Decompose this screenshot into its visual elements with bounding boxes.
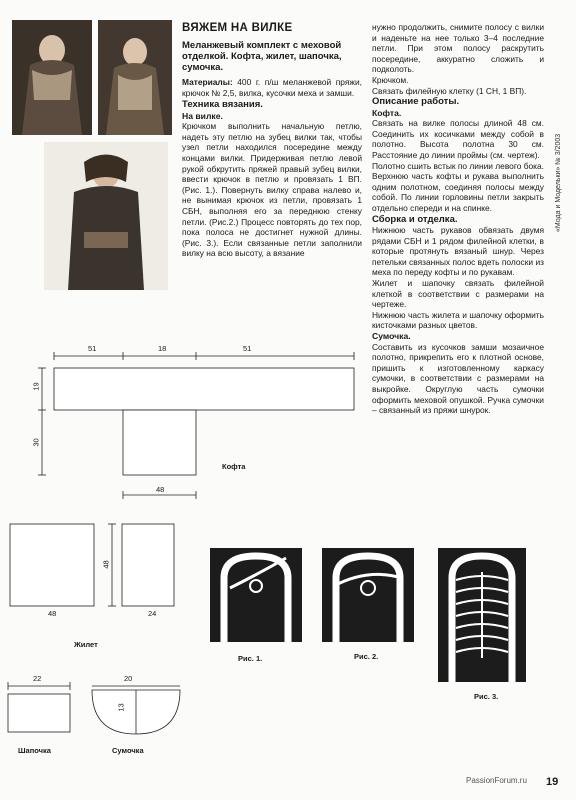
figure-1-caption: Рис. 1. [238, 654, 263, 663]
materials [182, 77, 362, 98]
zhilet-dim-24: 24 [148, 609, 157, 618]
kofta-heading: Кофта. [372, 107, 402, 118]
photo-model-3 [44, 142, 168, 290]
page-title: ВЯЖЕМ НА ВИЛКЕ [182, 22, 293, 34]
kofta-dim-51-left: 51 [88, 344, 97, 353]
bag-text: Составить из кусочков замши мозаичное полотно, прикрепить его к плотной основе, пришить к изготовленному каркасу сумочки, в соответствии с размерами на выкройке. Округлую часть сумочки оформить меховой опушкой. Ручка сумочки – связанный из пряжи шнурок. [372, 341, 544, 416]
figure-1-illustration [210, 548, 302, 642]
figure-3-caption: Рис. 3. [474, 692, 499, 701]
kofta-dim-18: 18 [158, 344, 167, 353]
materials-label: Материалы: [182, 77, 233, 87]
kofta-dim-51-right: 51 [243, 344, 252, 353]
on-fork-heading: На вилке. [182, 110, 223, 121]
assembly-text-2: Жилет и шапочку связать филейной клеткой в соответствии с размерами на чертеже. [372, 278, 544, 310]
materials-text: 400 г. п/ш меланжевой пряжи, крючок № 2,5, вилка, кусочки меха и замши. [182, 77, 362, 98]
subtitle: Меланжевый комплект с меховой отделкой. Кофта, жилет, шапочка, сумочка. [182, 40, 342, 73]
kofta-label: Кофта [222, 462, 246, 471]
work-heading: Описание работы. [372, 96, 460, 108]
assembly-text: Нижнюю часть рукавов обвязать двумя рядами СБН и 1 рядом филейной клетки, в которые протянуть вязаный шнур. Через петельки связанных полос вдеть полоски из меха по переду кофты и по рукавам. [372, 225, 544, 278]
continue-text: нужно продолжить, снимите полосу с вилки и наденьте на нее только 3–4 последние петли. При этом полосу раскрутить посередине, аккуратно сложить и подколоть. [372, 22, 544, 75]
kofta-text-2: Полотно сшить встык по линии левого бока. Верхнюю часть кофты и рукава выполнить одним полотном, соединяя полосы между собой. По линии горловины петли закрыть отдельно спереди и на спинке. [372, 160, 544, 213]
figure-2-illustration [322, 548, 414, 642]
figure-3-illustration [438, 548, 526, 682]
photo-model-1 [12, 20, 92, 135]
bag-dim-13: 13 [116, 703, 126, 712]
kofta-dim-30: 30 [31, 438, 41, 447]
photo-model-2 [98, 20, 172, 135]
page-number: 19 [546, 776, 559, 788]
hat-dim-22: 22 [33, 674, 42, 683]
kofta-dim-48: 48 [156, 485, 165, 494]
assembly-text-3: Нижнюю часть жилета и шапочку оформить кисточками разных цветов. [372, 309, 544, 331]
bag-dim-20: 20 [124, 674, 133, 683]
kofta-text: Связать на вилке полосы длиной 48 см. Соединить их косичками между собой в полотно. Высота полотна 30 см. Расстояние до линии проймы (см. чертеж). [372, 118, 544, 161]
zhilet-dim-48-width: 48 [48, 609, 57, 618]
assembly-heading: Сборка и отделка. [372, 213, 458, 225]
technique-text: Крючком выполнить начальную петлю, надеть эту петлю на зубец вилки так, чтобы узел петли находился посередине между концами вилки. Придерживая петлю левой рукой обкрутить пряжей правый зубец вилки, ввести крючок в петлю и провязать 1 ВП. (Рис. 1.). Повернуть вилку справа налево и, не вынимая крючок из петли, провязать 1 СБН, выполняя его за переднюю стенку петли. (Рис.2.) Процесс повторять до тех пор, пока полоса не достигнет нужной длины. (Рис. 3.). Если связанные петли заполнили вилку на всю высоту, а вязание [182, 121, 362, 259]
magazine-side-label: «Мода и Модельки» № 3/2003 [555, 133, 562, 232]
kofta-dim-19: 19 [31, 382, 41, 391]
figure-2-caption: Рис. 2. [354, 652, 379, 661]
watermark: PassionForum.ru [466, 776, 527, 785]
crochet-heading: Крючком. [372, 74, 409, 85]
technique-heading: Техника вязания. [182, 99, 263, 111]
bag-heading: Сумочка. [372, 331, 411, 342]
zhilet-dim-48-height: 48 [101, 560, 111, 569]
zhilet-label: Жилет [74, 640, 98, 649]
hat-label: Шапочка [18, 746, 51, 755]
crochet-text: Связать филейную клетку (1 СН, 1 ВП). [372, 85, 527, 96]
bag-label: Сумочка [112, 746, 144, 755]
